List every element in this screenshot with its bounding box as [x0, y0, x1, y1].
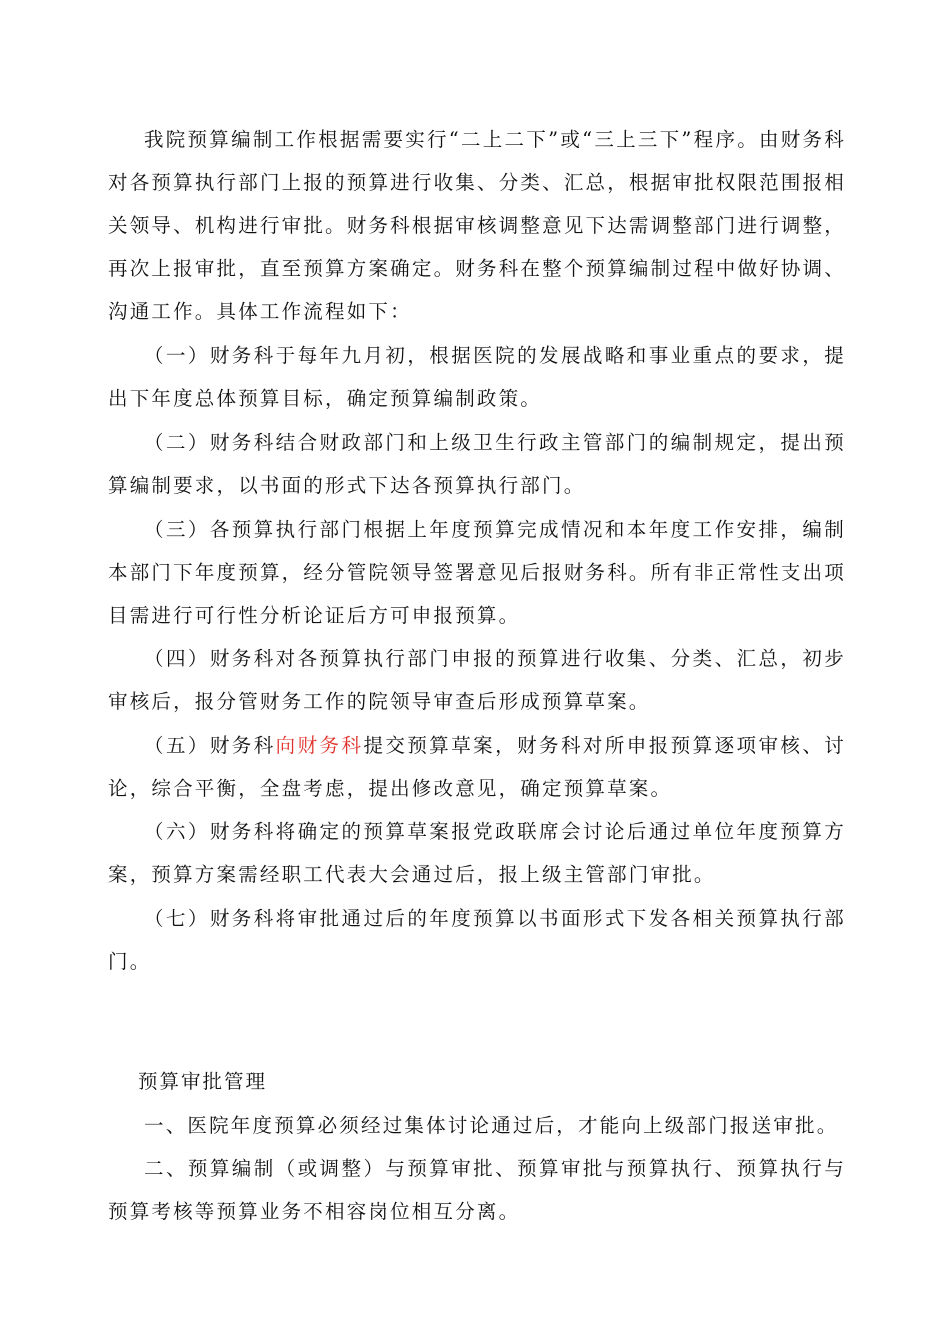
- step-5-highlight: 向财务科: [275, 734, 364, 757]
- step-5-paragraph: [108, 724, 846, 810]
- step-5-text-end: 提交预算草案，财务科对所申报预算逐项审核、讨论，综合平衡，全盘考虑，提出修改意见，确定预算草案。: [108, 734, 846, 800]
- step-7-paragraph: （七）财务科将审批通过后的年度预算以书面形式下发各相关预算执行部门。: [108, 907, 846, 973]
- step-3-paragraph: （三）各预算执行部门根据上年度预算完成情况和本年度工作安排，编制本部门下年度预算，经分管院领导签署意见后报财务科。所有非正常性支出项目需进行可行性分析论证后方可申报预算。: [108, 518, 846, 627]
- section-title: 预算审批管理: [138, 1070, 268, 1093]
- intro-paragraph: 我院预算编制工作根据需要实行“二上二下”或“三上三下”程序。由财务科对各预算执行部门上报的预算进行收集、分类、汇总，根据审批权限范围报相关领导、机构进行审批。财务科根据审核调整意见下达需调整部门进行调整，再次上报审批，直至预算方案确定。财务科在整个预算编制过程中做好协调、沟通工作。具体工作流程如下：: [108, 128, 846, 323]
- step-2-paragraph: （二）财务科结合财政部门和上级卫生行政主管部门的编制规定，提出预算编制要求，以书面的形式下达各预算执行部门。: [108, 431, 846, 497]
- step-6-paragraph: （六）财务科将确定的预算草案报党政联席会讨论后通过单位年度预算方案，预算方案需经职工代表大会通过后，报上级主管部门审批。: [108, 820, 846, 886]
- step-5-text-start: （五）财务科: [144, 734, 276, 757]
- section-item-2: 二、预算编制（或调整）与预算审批、预算审批与预算执行、预算执行与预算考核等预算业务不相容岗位相互分离。: [108, 1157, 846, 1223]
- step-1-paragraph: （一）财务科于每年九月初，根据医院的发展战略和事业重点的要求，提出下年度总体预算目标，确定预算编制政策。: [108, 344, 846, 410]
- section-item-1: 一、医院年度预算必须经过集体讨论通过后，才能向上级部门报送审批。: [144, 1114, 839, 1137]
- step-4-paragraph: （四）财务科对各预算执行部门申报的预算进行收集、分类、汇总，初步审核后，报分管财务工作的院领导审查后形成预算草案。: [108, 647, 846, 713]
